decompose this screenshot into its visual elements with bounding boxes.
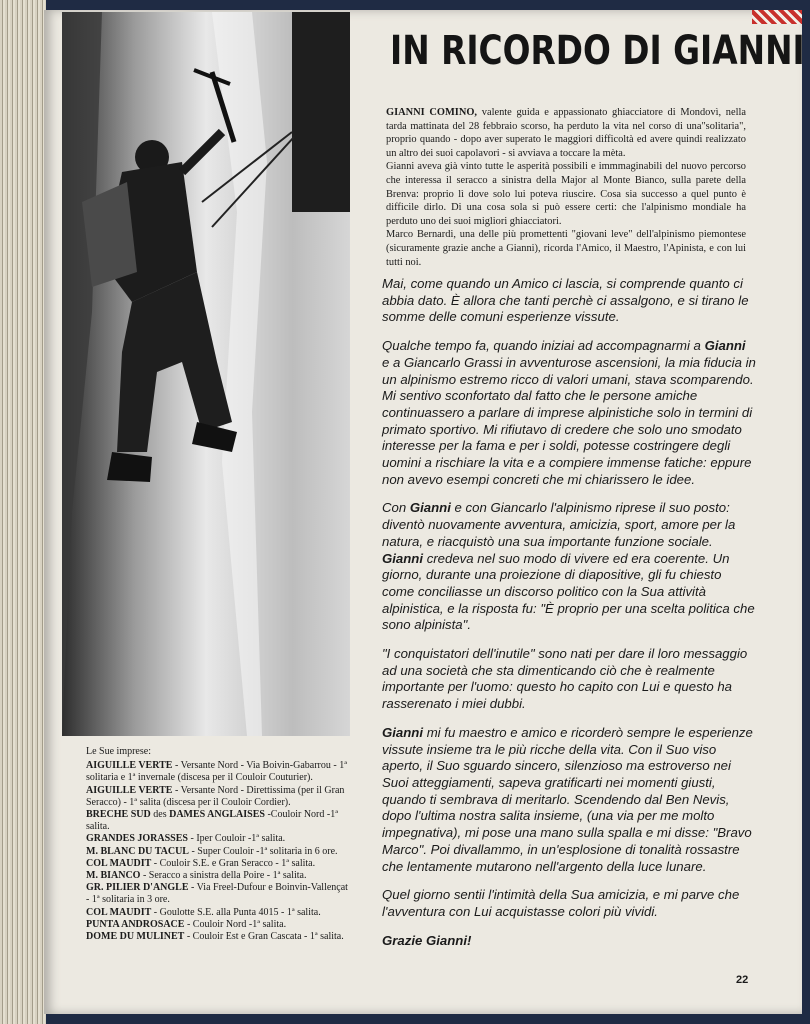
article-paragraph <box>382 500 756 634</box>
article-paragraph <box>382 887 756 920</box>
imprese-description: - Via Freel-Dufour e Boinvin-Vallençat - 1ª solitaria in 3 ore. <box>86 882 348 906</box>
imprese-description: - Seracco a sinistra della Poire - 1ª salita. <box>140 870 307 882</box>
rock-shadow <box>292 12 350 212</box>
article-paragraph <box>382 338 756 488</box>
imprese-peak-name: DAMES ANGLAISES <box>169 809 265 821</box>
article-name-bold: Gianni <box>704 338 746 354</box>
imprese-item <box>86 858 348 870</box>
ice-climber-photo <box>62 12 350 736</box>
page-stack-edge <box>0 0 46 1024</box>
imprese-item <box>86 907 348 919</box>
signoff: Grazie Gianni! <box>382 932 472 948</box>
intro-bold-name: GIANNI COMINO, <box>386 107 478 118</box>
imprese-item <box>86 785 348 809</box>
article-text: "I conquistatori dell'inutile" sono nati per dare il loro messaggio ad una società che sta dimenticando ciò che è realmente importante per l'uomo: questo ho capito con Lui e questo ha rasserenato i miei dubbi. <box>382 646 748 712</box>
magazine-page <box>44 10 805 1014</box>
article-name-bold: Gianni <box>382 550 424 566</box>
imprese-item <box>86 931 348 943</box>
imprese-item <box>86 833 348 845</box>
imprese-item <box>86 919 348 931</box>
article-text: Quel giorno sentii l'intimità della Sua amicizia, e mi parve che l'avventura con Lui acquistasse colori più vividi. <box>382 887 740 919</box>
article-title: IN RICORDO DI GIANNI <box>390 28 805 74</box>
imprese-peak-name: COL MAUDIT <box>86 906 152 918</box>
imprese-peak-name: DOME DU MULINET <box>86 931 185 943</box>
imprese-item <box>86 870 348 882</box>
imprese-peak-name: M. BLANC DU TACUL <box>86 845 189 857</box>
imprese-description: - Versante Nord - Via Boivin-Gabarrou - 1ª solitaria e 1ª invernale (discesa per il Couloir Couturier). <box>86 760 347 784</box>
article-text: Qualche tempo fa, quando iniziai ad accompagnarmi a <box>382 338 705 354</box>
imprese-peak-name: PUNTA ANDROSACE <box>86 918 185 930</box>
imprese-description: - Couloir S.E. e Gran Seracco - 1ª salita. <box>151 857 316 869</box>
imprese-description: - Couloir Est e Gran Cascata - 1ª salita. <box>184 931 344 943</box>
imprese-peak-name: GRANDES JORASSES <box>86 833 188 845</box>
imprese-item <box>86 846 348 858</box>
article-paragraph <box>382 276 756 326</box>
imprese-header: Le Sue imprese: <box>86 746 151 757</box>
bookmark-ribbon <box>752 10 802 24</box>
imprese-peak-name: M. BIANCO <box>86 870 141 882</box>
imprese-description: des <box>150 809 170 821</box>
article-text: Con <box>382 500 410 516</box>
article-text: credeva nel suo modo di vivere ed era coerente. Un giorno, durante una proiezione di diapositive, gli fu chiesto come conciliasse un discorso politico con la Sua attività alpinistica, e la risposta fu: "È proprio per una scelta politica che sono alpinista". <box>382 550 755 633</box>
article-name-bold: Gianni <box>409 500 451 516</box>
imprese-peak-name: GR. PILIER D'ANGLE <box>86 882 189 894</box>
imprese-description: - Couloir Nord -1ª salita. <box>184 918 287 930</box>
imprese-peak-name: AIGUILLE VERTE <box>86 760 173 772</box>
imprese-item <box>86 882 348 906</box>
intro-paragraph <box>386 228 746 269</box>
imprese-description: - Goulotte S.E. alla Punta 4015 - 1ª salita. <box>151 906 321 918</box>
ice-climber-illustration <box>62 12 350 736</box>
imprese-peak-name: COL MAUDIT <box>86 857 152 869</box>
intro-text: valente guida e appassionato ghiacciatore di Mondovì, nella tarda mattinata del 28 febbraio scorso, ha perduto la vita nel corso di una"solitaria", proprio quando - dopo aver superato le maggiori difficoltà ed avere quindi realizzato un altro dei suoi capolavori - si avviava a toccare la mèta. <box>386 107 746 159</box>
article-name-bold: Gianni <box>382 724 424 740</box>
imprese-description: -Couloir Nord -1ª salita. <box>86 809 338 833</box>
article-text: Mai, come quando un Amico ci lascia, si comprende quanto ci abbia dato. È allora che tanti perchè ci assalgono, e si tirano le somme delle comuni esperienze vissute. <box>382 276 749 325</box>
intro-block <box>386 106 746 269</box>
imprese-description: - Iper Couloir -1ª salita. <box>187 833 286 845</box>
intro-paragraph <box>386 160 746 228</box>
imprese-item <box>86 809 348 833</box>
article-text: e a Giancarlo Grassi in avventurose ascensioni, la mia fiducia in un alpinismo estremo ricco di valori umani, stava scomparendo. Mi sentivo sconfortato dal fatto che le persone amiche continuassero a parlare di imprese alpinistiche solo in termini di primato sportivo. Mi rifiutavo di credere che solo uno smodato interesse per la fama e per i soldi, potesse costringere degli uomini a rischiare la vita e a compiere immense fatiche: eppure non avevo esempi concreti che mi chiarissero le idee. <box>382 354 756 487</box>
imprese-peak-name: AIGUILLE VERTE <box>86 784 173 796</box>
intro-text: Gianni aveva già vinto tutte le asperità possibili e immmaginabili del nuovo percorso che interessa il seracco a sinistra della Major al Monte Bianco, sulla parete della Brenva: proprio lì dove solo lui poteva riuscire. Cosa sia successo a quel punto è difficile dirlo. Di una cosa sola si può essere certi: che l'alpinismo mondiale ha perduto uno dei suoi migliori ghiacciatori. <box>386 161 746 227</box>
intro-paragraph <box>386 106 746 160</box>
imprese-list <box>86 746 348 943</box>
article-text: e con Giancarlo l'alpinismo riprese il suo posto: diventò nuovamente avventura, amicizia, sport, amore per la natura, e riacquistò una sua importante funzione sociale. <box>382 500 736 549</box>
imprese-description: - Super Couloir -1ª solitaria in 6 ore. <box>188 845 338 857</box>
imprese-description: - Versante Nord - Direttissima (per il Gran Seracco) - 1ª salita (discesa per il Couloir Cordier). <box>86 784 345 808</box>
article-paragraph <box>382 725 756 875</box>
article-text: mi fu maestro e amico e ricorderò sempre le esperienze vissute insieme tra le più ricche della vita. Con il Suo viso aperto, il Suo sguardo sincero, silenzioso ma estroverso nei Suoi atteggiamenti, sapeva gratificarti nei momenti giusti, quando ti sembrava di meritarlo. Scendendo dal Ben Nevis, dopo l'ultima nostra salita insieme, (una via per me molto impegnativa), mi pose una mano sulla spalla e mi disse: "Bravo Marco". Poi divallammo, in un'esplosione di tonalità rossastre che lentamente mutarono nell'argento della luce lunare. <box>382 724 753 874</box>
intro-text: Marco Bernardi, una delle più promettenti "giovani leve" dell'alpinismo piemontese (sicuramente grazie anche a Gianni), ricorda l'Amico, il Maestro, l'Apinista, e con lui tutti noi. <box>386 229 746 268</box>
imprese-item <box>86 760 348 784</box>
article-body <box>382 276 756 961</box>
article-paragraph <box>382 646 756 713</box>
imprese-peak-name: BRECHE SUD <box>86 809 151 821</box>
page-number: 22 <box>736 974 749 986</box>
